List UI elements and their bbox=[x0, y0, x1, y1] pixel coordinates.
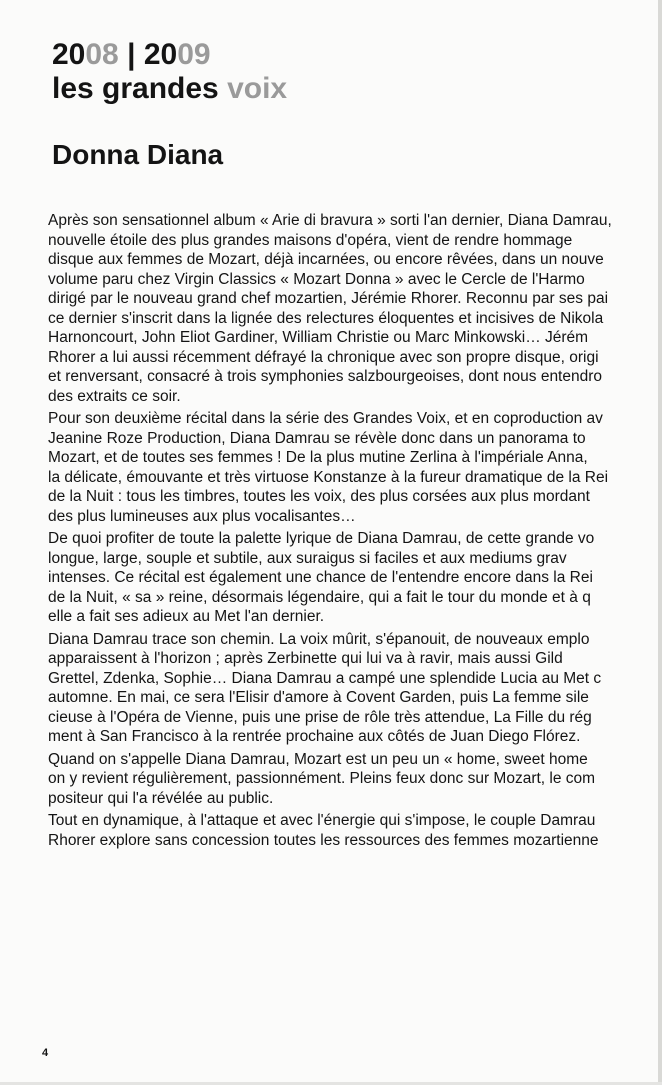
text-line: dirigé par le nouveau grand chef mozartien, Jérémie Rhorer. Reconnu par ses pai bbox=[48, 290, 609, 307]
season-heading bbox=[52, 38, 211, 72]
text-line: de la Nuit, « sa » reine, désormais légendaire, qui a fait le tour du monde et à q bbox=[48, 588, 591, 606]
season-separator: | bbox=[118, 38, 144, 71]
text-line: des plus lumineuses aux plus vocalisantes… bbox=[48, 507, 356, 525]
paragraph bbox=[48, 409, 662, 526]
paragraph bbox=[48, 750, 662, 809]
text-line: des extraits ce soir. bbox=[48, 387, 181, 405]
text-line: Tout en dynamique, à l'attaque et avec l'énergie qui s'impose, le couple Damrau bbox=[48, 812, 596, 829]
article-body bbox=[48, 211, 662, 853]
text-line: Mozart, et de toutes ses femmes ! De la plus mutine Zerlina à l'impériale Anna, bbox=[48, 449, 588, 466]
text-line: automne. En mai, ce sera l'Elisir d'amore à Covent Garden, puis La femme sile bbox=[48, 689, 589, 706]
season-part: 20 bbox=[143, 38, 178, 71]
text-line: on y revient régulièrement, passionnément. Pleins feux donc sur Mozart, le com bbox=[48, 770, 596, 787]
text-line: nouvelle étoile des plus grandes maisons d'opéra, vient de rendre hommage bbox=[48, 231, 573, 249]
season-part: 20 bbox=[52, 38, 86, 71]
text-line: Pour son deuxième récital dans la série des Grandes Voix, et en coproduction av bbox=[48, 410, 603, 427]
series-main: les grandes bbox=[52, 72, 228, 105]
text-line: et renversant, consacré à trois symphonies salzbourgeoises, dont nous entendro bbox=[48, 368, 603, 385]
season-part: 09 bbox=[177, 38, 211, 71]
text-line: disque aux femmes de Mozart, déjà incarnées, ou encore rêvées, dans un nouve bbox=[48, 251, 604, 268]
paragraph bbox=[48, 811, 662, 850]
text-line: volume paru chez Virgin Classics « Mozart Donna » avec le Cercle de l'Harmo bbox=[48, 270, 585, 288]
season-part: 08 bbox=[85, 38, 119, 71]
series-light: voix bbox=[227, 72, 288, 105]
paragraph bbox=[48, 630, 662, 747]
text-line: de la Nuit : tous les timbres, toutes les voix, des plus corsées aux plus mordant bbox=[48, 488, 590, 505]
text-line: Harnoncourt, John Eliot Gardiner, William Christie ou Marc Minkowski… Jérém bbox=[48, 329, 589, 346]
paragraph bbox=[48, 529, 662, 627]
text-line: Grettel, Zdenka, Sophie… Diana Damrau a campé une splendide Lucia au Met c bbox=[48, 669, 602, 687]
text-line: apparaissent à l'horizon ; après Zerbinette qui lui va à ravir, mais aussi Gild bbox=[48, 650, 563, 667]
text-line: Jeanine Roze Production, Diana Damrau se révèle donc dans un panorama to bbox=[48, 429, 586, 447]
text-line: la délicate, émouvante et très virtuose Konstanze à la fureur dramatique de la Rei bbox=[48, 468, 609, 486]
paragraph bbox=[48, 211, 662, 406]
page-number: 4 bbox=[42, 1047, 49, 1059]
series-heading bbox=[52, 72, 287, 106]
text-line: positeur qui l'a révélée au public. bbox=[48, 789, 274, 807]
text-line: De quoi profiter de toute la palette lyrique de Diana Damrau, de cette grande vo bbox=[48, 530, 595, 547]
text-line: Diana Damrau trace son chemin. La voix mûrit, s'épanouit, de nouveaux emplo bbox=[48, 630, 590, 648]
text-line: Quand on s'appelle Diana Damrau, Mozart est un peu un « home, sweet home bbox=[48, 750, 588, 768]
text-line: elle a fait ses adieux au Met l'an dernier. bbox=[48, 608, 325, 625]
text-line: ment à San Francisco à la rentrée prochaine aux côtés de Juan Diego Flórez. bbox=[48, 728, 581, 745]
text-line: Rhorer explore sans concession toutes les ressources des femmes mozartienne bbox=[48, 831, 599, 849]
text-line: Rhorer a lui aussi récemment défrayé la chronique avec son propre disque, origi bbox=[48, 348, 599, 366]
text-line: intenses. Ce récital est également une chance de l'entendre encore dans la Rei bbox=[48, 569, 593, 586]
article-title: Donna Diana bbox=[52, 139, 224, 170]
text-line: ce dernier s'inscrit dans la lignée des relectures éloquentes et incisives de Nikola bbox=[48, 309, 604, 327]
text-line: longue, large, souple et subtile, aux suraigus si faciles et aux mediums grav bbox=[48, 549, 567, 567]
text-line: cieuse à l'Opéra de Vienne, puis une prise de rôle très attendue, La Fille du rég bbox=[48, 708, 592, 726]
text-line: Après son sensationnel album « Arie di bravura » sorti l'an dernier, Diana Damrau, bbox=[48, 212, 612, 229]
